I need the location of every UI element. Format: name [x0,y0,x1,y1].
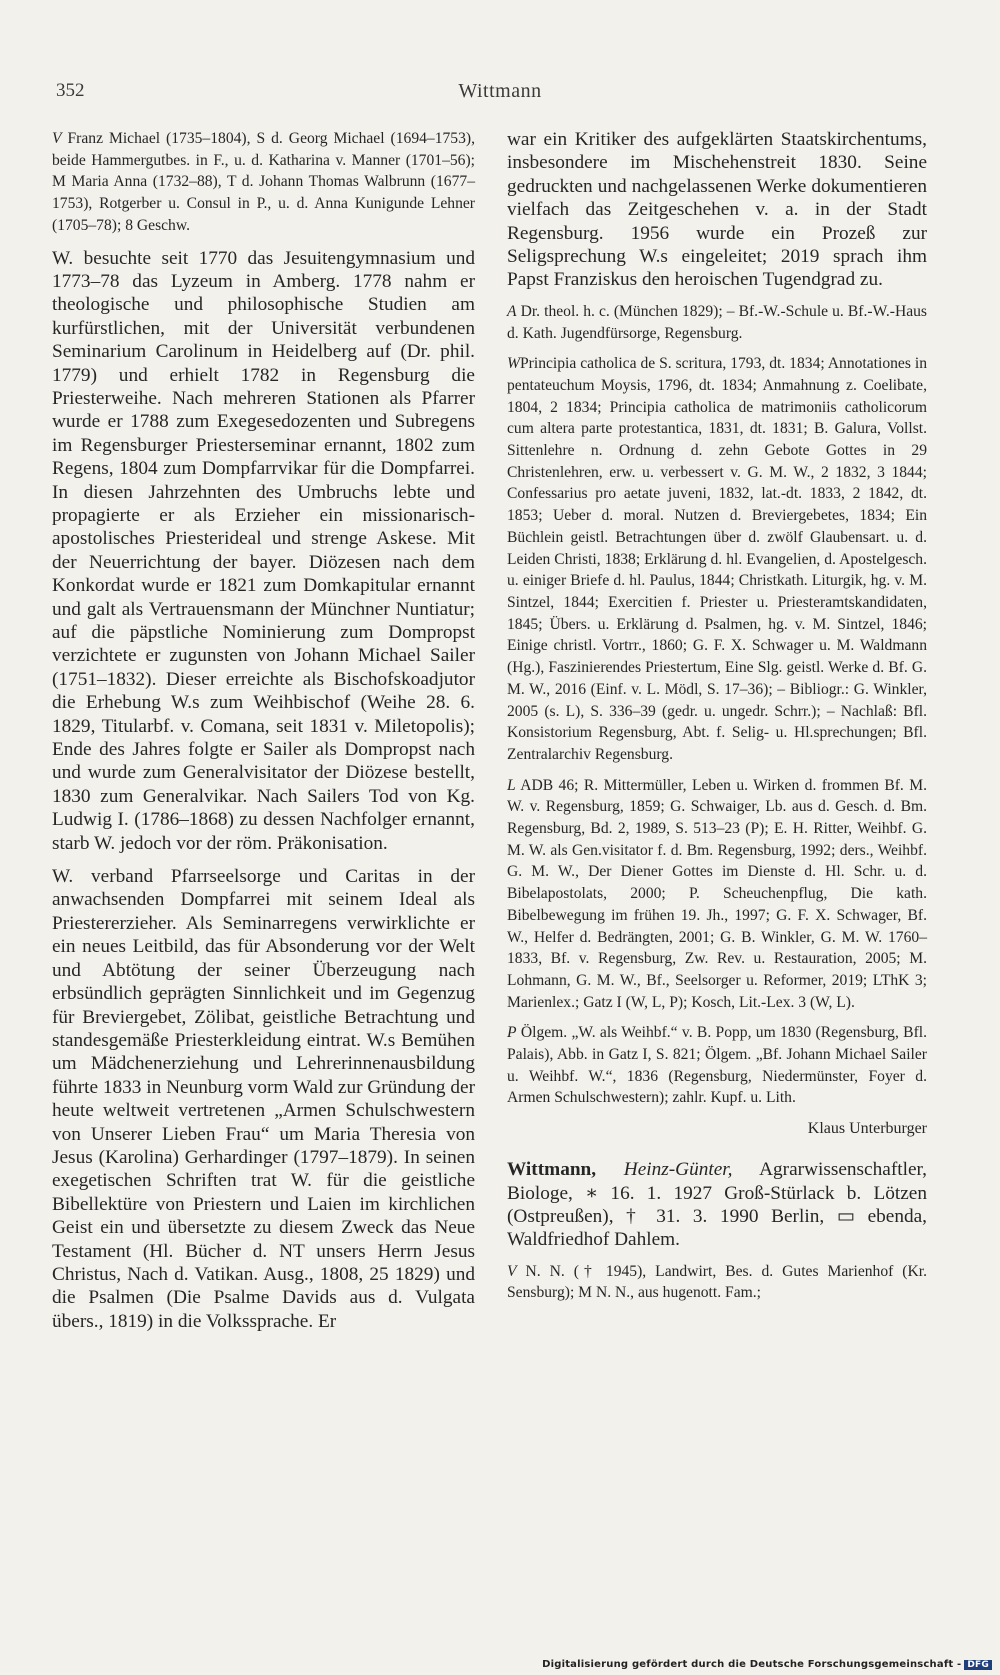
works-lead: W [507,355,520,373]
next-entry-given-name: Heinz-Günter, [623,1159,733,1181]
dfg-logo: DFG [964,1660,992,1670]
right-column [507,128,927,1304]
next-entry-genealogy-text: N. N. († 1945), Landwirt, Bes. d. Gutes Marienhof (Kr. Sensburg); M N. N., aus hugenott. Fam.; [507,1262,927,1302]
portraits-text: Ölgem. „W. als Weihbf.“ v. B. Popp, um 1830 (Regensburg, Bfl. Palais), Abb. in Gatz I, S. 821; Ölgem. „Bf. Johann Michael Sailer u. Weihbf. W.“, 1836 (Regensburg, Niedermünster, Foyer d. Armen Schulschwestern); zahlr. Kupf. u. Lith. [507,1024,927,1107]
awards-lead: A [507,302,517,320]
next-entry-genealogy-lead: V [507,1262,517,1280]
digitization-footer [542,1659,992,1670]
next-entry-text: Agrarwissenschaftler, Biologe, ∗ 16. 1. 1927 Groß-Stürlack b. Lötzen (Ostpreußen), † 31. 3. 1990 Berlin, ▭ ebenda, Waldfriedhof Dahlem. [507,1159,927,1251]
footer-text: Digitalisierung gefördert durch die Deutsche Forschungsgemeinschaft - [542,1659,962,1670]
awards-text: Dr. theol. h. c. (München 1829); – Bf.-W.-Schule u. Bf.-W.-Haus d. Kath. Jugendfürsorge, Regensburg. [507,302,927,342]
portraits-lead: P [507,1024,517,1042]
literature-lead: L [507,776,516,794]
biography-paragraph-continued: war ein Kritiker des aufgeklärten Staatskirchentums, insbesondere im Mischehenstreit 1830. Seine gedruckten und nachgelassenen Werke dokumentieren vielfach das Zeitgeschehen v. a. in der Stadt Regensburg. 1956 wurde ein Prozeß zur Seligsprechung W.s eingeleitet; 2019 sprach ihm Papst Franziskus den heroischen Tugendgrad zu. [507,129,927,291]
works-text: Principia catholica de S. scritura, 1793, dt. 1834; Annotationes in pentateuchum Moysis, 1796, dt. 1834; Anmahnung z. Coelibate, 1804, 2 1834; Principia catholica de matrimoniis catholicorum cum altera parte protestantica, 1831, dt. 1831; B. Galura, Vollst. Sittenlehre n. Ordnung d. zehn Gebote Gottes in 29 Christenlehren, erw. u. verbessert v. G. M. W., 2 1832, 3 1844; Confessarius pro aetate juveni, 1832, lat.-dt. 1833, 2 1842, dt. 1853; Ueber d. moral. Nutzen d. Breviergebetes, 1834; Ein Büchlein geistl. Betrachtungen über d. zwölf Glaubensart. u. d. Leiden Christi, 1838; Erklärung d. hl. Evangelien, d. Apostelgesch. u. einiger Briefe d. hl. Paulus, 1844; Christkath. Liturgik, hg. v. M. Sintzel, 1844; Exercitien f. Priester u. Priesteramtskandidaten, 1845; Übers. u. Erklärung d. Psalmen, hg. v. M. Sintzel, 1846; Einige christl. Vortrr., 1860; G. F. X. Schwager u. M. Waldmann (Hg.), Faszinierendes Priestertum, Eine Slg. geistl. Werke d. Bf. G. M. W., 2016 (Einf. v. L. Mödl, S. 17–36); – Bibliogr.: G. Winkler, 2005 (s. L), S. 336–39 (gedr. u. ungedr. Schrr.); – Nachlaß: Bfl. Konsistorium Regensburg, Abt. f. Selig- u. Hl.sprechungen; Bfl. Zentralarchiv Regensburg. [507,355,927,763]
awards-paragraph [507,301,927,344]
genealogy-text: Franz Michael (1735–1804), S d. Georg Michael (1694–1753), beide Hammergutbes. in F., u. d. Katharina v. Manner (1701–56); M Maria Anna (1732–88), T d. Johann Thomas Walbrunn (1677–1753), Rotgerber u. Consul in P., u. d. Anna Kunigunde Lehner (1705–78); 8 Geschw. [52,130,475,234]
next-entry-name: Wittmann, [507,1159,597,1181]
biography-paragraph-2: W. verband Pfarrseelsorge und Caritas in der anwachsenden Dompfarrei mit seinem Ideal als Priestererzieher. Als Seminarregens verwirklichte er ein neues Leitbild, das für Absonderung vor der Welt und Abtötung der seiner Überzeugung nach erbsündlich geprägten Sinnlichkeit und im Gegenzug für Breviergebet, Zölibat, geistliche Betrachtung und standesgemäße Priesterkleidung eintrat. W.s Bemühen um Mädchenerziehung und Lehrerinnenausbildung führte 1833 in Neunburg vorm Wald zur Gründung der heute weltweit vertretenen „Armen Schulschwestern von Unserer Lieben Frau“ um Maria Theresia von Jesus (Karolina) Gerhardinger (1797–1879). In seinen exegetischen Schriften trat W. für die geistliche Bibellektüre von Priestern und Laien im kirchlichen Geist ein und übersetzte zu diesem Zweck das Neue Testament (Hl. Bücher d. NT unsers Herrn Jesus Christus, Nach d. Vatikan. Ausg., 1808, 25 1829) und die Psalmen (Die Psalme Davids aus d. Vulgata übers., 1819) in die Volkssprache. Er [52,866,475,1332]
works-paragraph [507,353,927,765]
page-header [0,80,1000,110]
biography-paragraph-1: W. besuchte seit 1770 das Jesuitengymnasium und 1773–78 das Lyzeum in Amberg. 1778 nahm er theologische und philosophische Studien am kurfürstlichen, mit der Universität verbundenen Seminarium Carolinum in Heidelberg auf (Dr. phil. 1779) und erhielt 1782 in Regensburg die Priesterweihe. Nach mehreren Stationen als Pfarrer wurde er 1788 zum Exegesedozenten und Subregens im Regensburger Priesterseminar ernannt, 1802 zum Regens, 1804 zum Dompfarrvikar für die Dompfarrei. In diesen Jahrzehnten des Umbruchs lebte und propagierte er als Erzieher ein missionarisch-apostolisches Priesterideal und strenge Askese. Mit der Neuerrichtung der bayer. Diözesen nach dem Konkordat wurde er 1821 zum Domkapitular ernannt und galt als Vertrauensmann der Münchner Nuntiatur; auf die päpstliche Nominierung zum Dompropst verzichtete er zugunsten von Johann Michael Sailer (1751–1832). Dieser erreichte als Bischofskoadjutor die Erhebung W.s zum Weihbischof (Weihe 28. 6. 1829, Titularbf. v. Comana, seit 1831 v. Miletopolis); Ende des Jahres folgte er Sailer als Dompropst nach und wurde zum Generalvisitator der Diözese bestellt, 1830 zum Generalvikar. Nach Sailers Tod von Kg. Ludwig I. (1786–1868) zu dessen Nachfolger ernannt, starb W. jedoch vor der röm. Präkonisation. [52,247,475,854]
portraits-paragraph [507,1022,927,1109]
left-column [52,128,475,1333]
literature-paragraph [507,775,927,1014]
running-head: Wittmann [458,80,542,102]
genealogy-lead: V [52,130,62,147]
author-signature: Klaus Unterburger [807,1120,927,1138]
genealogy-paragraph [52,128,475,237]
next-entry-heading [507,1158,927,1252]
next-entry-genealogy [507,1261,927,1304]
literature-text: ADB 46; R. Mittermüller, Leben u. Wirken d. frommen Bf. M. W. v. Regensburg, 1859; G. Schwaiger, Lb. aus d. Gesch. d. Bm. Regensburg, Bd. 2, 1989, S. 513–23 (P); E. H. Ritter, Weihbf. G. M. W. als Gen.visitator f. d. Bm. Regensburg, 1992; ders., Weihbf. G. M. W., Der Diener Gottes im Dienste d. Hl. Schr. u. d. Bibelapostolats, 2000; P. Scheuchenpflug, Die kath. Bibelbewegung im frühen 19. Jh., 1997; G. F. X. Schwager, Bf. W., Helfer d. Bedrängten, 2001; G. B. Winkler, G. M. W. 1760–1833, Bf. v. Regensburg, Zw. Rev. u. Restauration, 2005; M. Lohmann, G. M. W., Bf., Seelsorger u. Reformer, 2019; LThK 3; Marienlex.; Gatz I (W, L, P); Kosch, Lit.-Lex. 3 (W, L). [507,776,927,1011]
page-number: 352 [56,80,85,101]
